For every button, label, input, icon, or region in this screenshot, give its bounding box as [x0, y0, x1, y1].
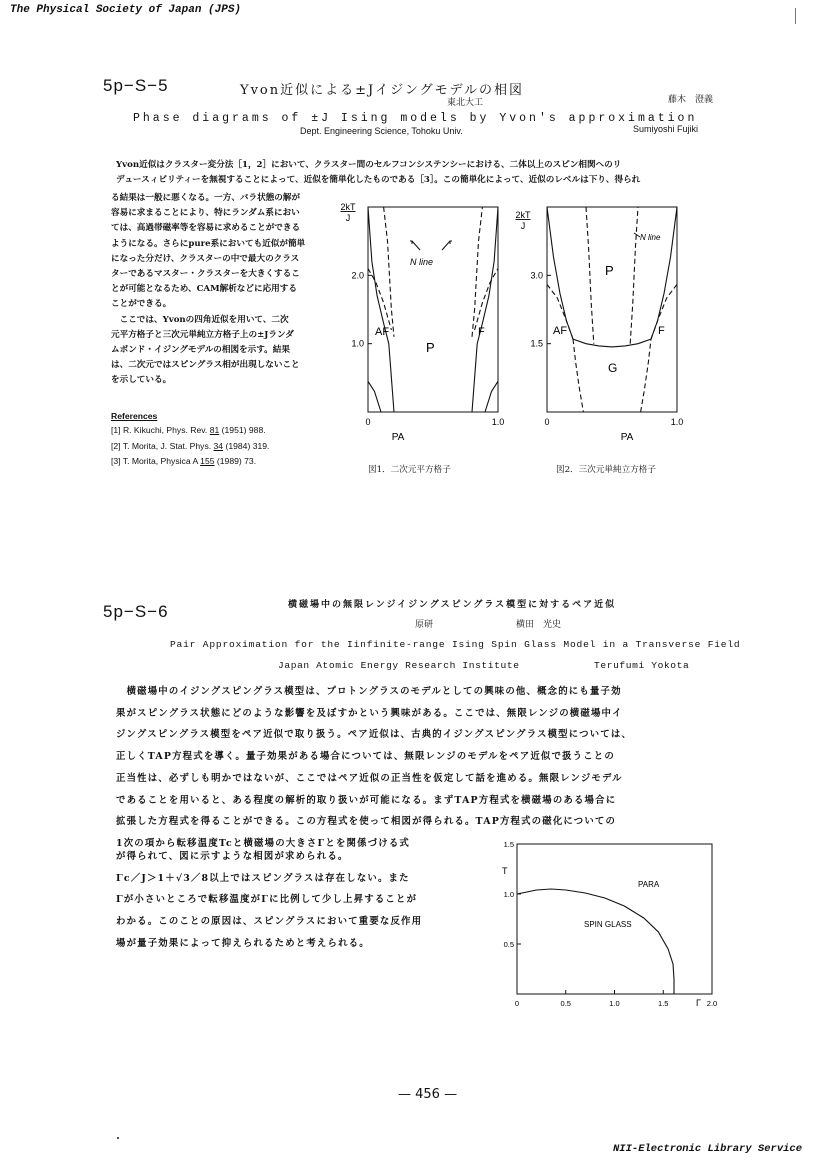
article1-author-jp: 藤木 澄義: [668, 94, 714, 104]
y-tick-label: 1.5: [503, 840, 514, 849]
article1-id: 5p−S−5: [103, 76, 169, 95]
body-line: ては、高過帯磁率等を容易に求めることができる: [111, 223, 301, 234]
x-axis-label: PA: [391, 432, 405, 443]
article1-title-en: Phase diagrams of ±J Ising models by Yvon's approximation: [133, 112, 698, 125]
body-line: 果がスピングラス状態にどのような影響を及ぼすかという興味がある。ここでは、無限レンジの横磁場中イ: [116, 707, 623, 719]
n-line-arrowhead: [450, 241, 452, 244]
body-line: Γが小さいところで転移温度がΓに比例して少し上昇することが: [116, 894, 418, 906]
body-line: ムボンド・イジングモデルの相図を示す。結果: [111, 345, 290, 356]
body-line: とが可能となるため、CAM解析などに応用する: [111, 284, 297, 295]
body-line: ここでは、Yvonの四角近似を用いて、二次: [111, 314, 289, 325]
reference-text: (1989) 73.: [214, 456, 257, 466]
article1-affil-en: Dept. Engineering Science, Tohoku Univ.: [300, 126, 463, 136]
x-tick-label: 0: [544, 417, 550, 427]
body-line: 容易に求まることにより、特にランダム系におい: [111, 208, 300, 219]
article1-author-en: Sumiyoshi Fujiki: [633, 124, 699, 134]
x-tick-label: 1.5: [658, 999, 669, 1008]
figure1-phase-diagram: [330, 195, 510, 455]
phase-boundary-line: [368, 269, 391, 331]
phase-boundary-line: [368, 381, 381, 412]
region-label-af: AF: [375, 326, 390, 338]
reference-item: [111, 423, 361, 439]
reference-text: (1984) 319.: [223, 440, 270, 451]
plot-frame: [517, 844, 712, 994]
article2-author-en: Terufumi Yokota: [594, 660, 690, 671]
body-line: 横磁場中のイジングスピングラス模型は、プロトングラスのモデルとしての興味の他、概念的にも量子効: [116, 686, 622, 697]
article2-affil-en: Japan Atomic Energy Research Institute: [278, 660, 520, 671]
references-title: References: [111, 411, 158, 421]
article2-title-en: Pair Approximation for the Iinfinite-range Ising Spin Glass Model in a Transverse Field: [170, 639, 741, 650]
n-line-arrow: [412, 241, 420, 250]
body-line: が得られて、図に示すような相図が求められる。: [116, 851, 349, 862]
article2-body: [116, 681, 726, 855]
y-axis-label: 2kT: [515, 210, 531, 220]
scan-speck: [117, 1137, 119, 1139]
x-tick-label: 1.0: [670, 417, 684, 427]
x-axis-label: Γ: [696, 998, 701, 1008]
body-line: ジングスピングラス模型をペア近似で取り扱う。ペア近似は、古典的イジングスピングラス模型については、: [116, 729, 633, 741]
phase-boundary-line: [573, 339, 583, 412]
body-line: は、二次元ではスピングラス相が出現しないこと: [111, 360, 300, 371]
x-tick-label: 2.0: [706, 999, 718, 1008]
y-axis-label: J: [345, 213, 351, 223]
body-line: になった分だけ、クラスターの中で最大のクラス: [111, 253, 300, 264]
article1-title-jp: Yvon近似による±Jイジングモデルの相図: [240, 83, 524, 98]
reference-volume: 34: [213, 440, 224, 451]
n-line-arrowhead: [410, 241, 412, 244]
phase-boundary-line: [641, 339, 651, 412]
y-tick-label: 1.0: [503, 890, 514, 899]
body-line: ターであるマスター・クラスターを大きくするこ: [111, 269, 300, 280]
body-line: る結果は一般に悪くなる。一方、バラ状態の解が: [111, 193, 301, 203]
phase-boundary-line: [586, 207, 594, 344]
body-line: 1次の項から転移温度Tcと横磁場の大きさΓとを関係づける式: [116, 837, 410, 849]
phase-boundary-line: [485, 381, 498, 412]
body-line: Yvon近似はクラスター変分法［1，2］において、クラスター間のセルフコンシステンシーにおける、二体以上のスピン相関へのリ: [116, 160, 622, 170]
body-line: デュースィビリティーを無視することによって、近似を簡単化したものである［3］。この簡単化によって、近似のレベルは下り、得られ: [116, 175, 641, 186]
region-label-p: P: [605, 263, 614, 278]
region-label-spin-glass: SPIN GLASS: [584, 920, 632, 929]
article1-intro: [116, 158, 726, 188]
region-label-g: G: [608, 361, 618, 375]
y-tick-label: 0.5: [503, 940, 514, 949]
reference-volume: 155: [200, 456, 215, 466]
body-line: 元平方格子と三次元単純立方格子上の±Jランダ: [111, 329, 294, 340]
y-axis-label: 2kT: [340, 202, 356, 212]
x-tick-label: 1.0: [609, 999, 620, 1008]
figure3-phase-diagram: [490, 834, 725, 1014]
reference-text: (1951) 988.: [219, 425, 266, 435]
body-line: 正当性は、必ずしも明かではないが、ここではペア近似の正当性を仮定して話を進める。無限レンジモデル: [116, 772, 623, 784]
n-line-label: N line: [640, 233, 661, 242]
body-line: ようになる。さらにpure系においても近似が簡単: [111, 238, 306, 249]
body-line: 正しくTAP方程式を導く。量子効果がある場合については、無限レンジのモデルをペア近似で扱うことの: [116, 751, 615, 763]
article2-body-continued: [116, 846, 496, 955]
phase-boundary-line: [384, 207, 394, 337]
reference-text: [1] R. Kikuchi, Phys. Rev.: [111, 425, 210, 435]
phase-boundary-line: [475, 269, 498, 331]
body-line: 拡張した方程式を得ることができる。この方程式を使って相図が得られる。TAP方程式の磁化についての: [116, 816, 617, 828]
body-line: であることを用いると、ある程度の解析的取り扱いが可能になる。まずTAP方程式を横磁場のある場合に: [116, 794, 617, 806]
phase-boundary-line: [368, 207, 394, 412]
reference-item: [111, 439, 361, 455]
phase-boundary-line: [472, 207, 498, 412]
y-tick-label: 1.5: [530, 338, 543, 349]
body-line: わかる。このことの原因は、スピングラスにおいて重要な反作用: [116, 916, 423, 928]
x-tick-label: 0.5: [560, 999, 571, 1008]
article2-title-jp: 横磁場中の無限レンジイジングスピングラス模型に対するペア近似: [288, 600, 617, 610]
region-label-f: F: [478, 326, 485, 338]
y-tick-label: 2.0: [351, 270, 364, 281]
reference-text: [2] T. Morita, J. Stat. Phys.: [111, 440, 214, 451]
references-list: [111, 423, 361, 470]
margin-mark: [795, 8, 796, 24]
figure1-caption: 図1．二次元平方格子: [368, 465, 451, 475]
x-tick-label: 1.0: [491, 417, 505, 427]
article1-body: [111, 191, 341, 389]
y-axis-label: T: [502, 866, 508, 876]
article2-author-jp: 横田 光史: [516, 619, 562, 629]
footer-library: NII-Electronic Library Service: [613, 1143, 803, 1155]
phase-boundary-line: [472, 207, 482, 337]
phase-boundary-line: [517, 889, 674, 994]
x-tick-label: 0: [365, 417, 371, 427]
y-tick-label: 3.0: [530, 270, 543, 281]
x-tick-label: 0: [514, 999, 520, 1008]
phase-boundary-line: [630, 207, 638, 344]
body-line: を示している。: [111, 375, 172, 386]
phase-boundary-line: [573, 339, 651, 347]
page-number: — 456 —: [398, 1087, 458, 1102]
region-label-para: PARA: [638, 880, 660, 889]
article1-affil-jp: 東北大工: [447, 97, 484, 107]
x-axis-label: PA: [620, 432, 634, 443]
y-tick-label: 1.0: [351, 338, 364, 349]
reference-volume: 81: [209, 425, 220, 435]
body-line: 場が量子効果によって抑えられるためと考えられる。: [116, 937, 370, 949]
body-line: Γc／J＞1＋√3／8以上ではスピングラスは存在しない。また: [116, 872, 410, 884]
body-line: ことができる。: [111, 299, 172, 310]
figure2-phase-diagram: [505, 195, 695, 455]
reference-item: [111, 454, 361, 470]
reference-text: [3] T. Morita, Physica A: [111, 456, 201, 466]
figure2-caption: 図2．三次元単純立方格子: [556, 465, 656, 475]
n-line-label: N line: [410, 257, 434, 267]
region-label-f: F: [658, 325, 665, 337]
article2-affil-jp: 原研: [415, 619, 434, 629]
region-label-p: P: [426, 340, 435, 355]
journal-header: The Physical Society of Japan (JPS): [10, 4, 242, 16]
article2-id: 5p−S−6: [103, 602, 169, 621]
y-axis-label: J: [520, 221, 526, 231]
region-label-af: AF: [553, 325, 568, 337]
phase-boundary-line: [651, 207, 677, 339]
n-line-arrow: [442, 241, 450, 250]
phase-boundary-line: [547, 207, 573, 339]
